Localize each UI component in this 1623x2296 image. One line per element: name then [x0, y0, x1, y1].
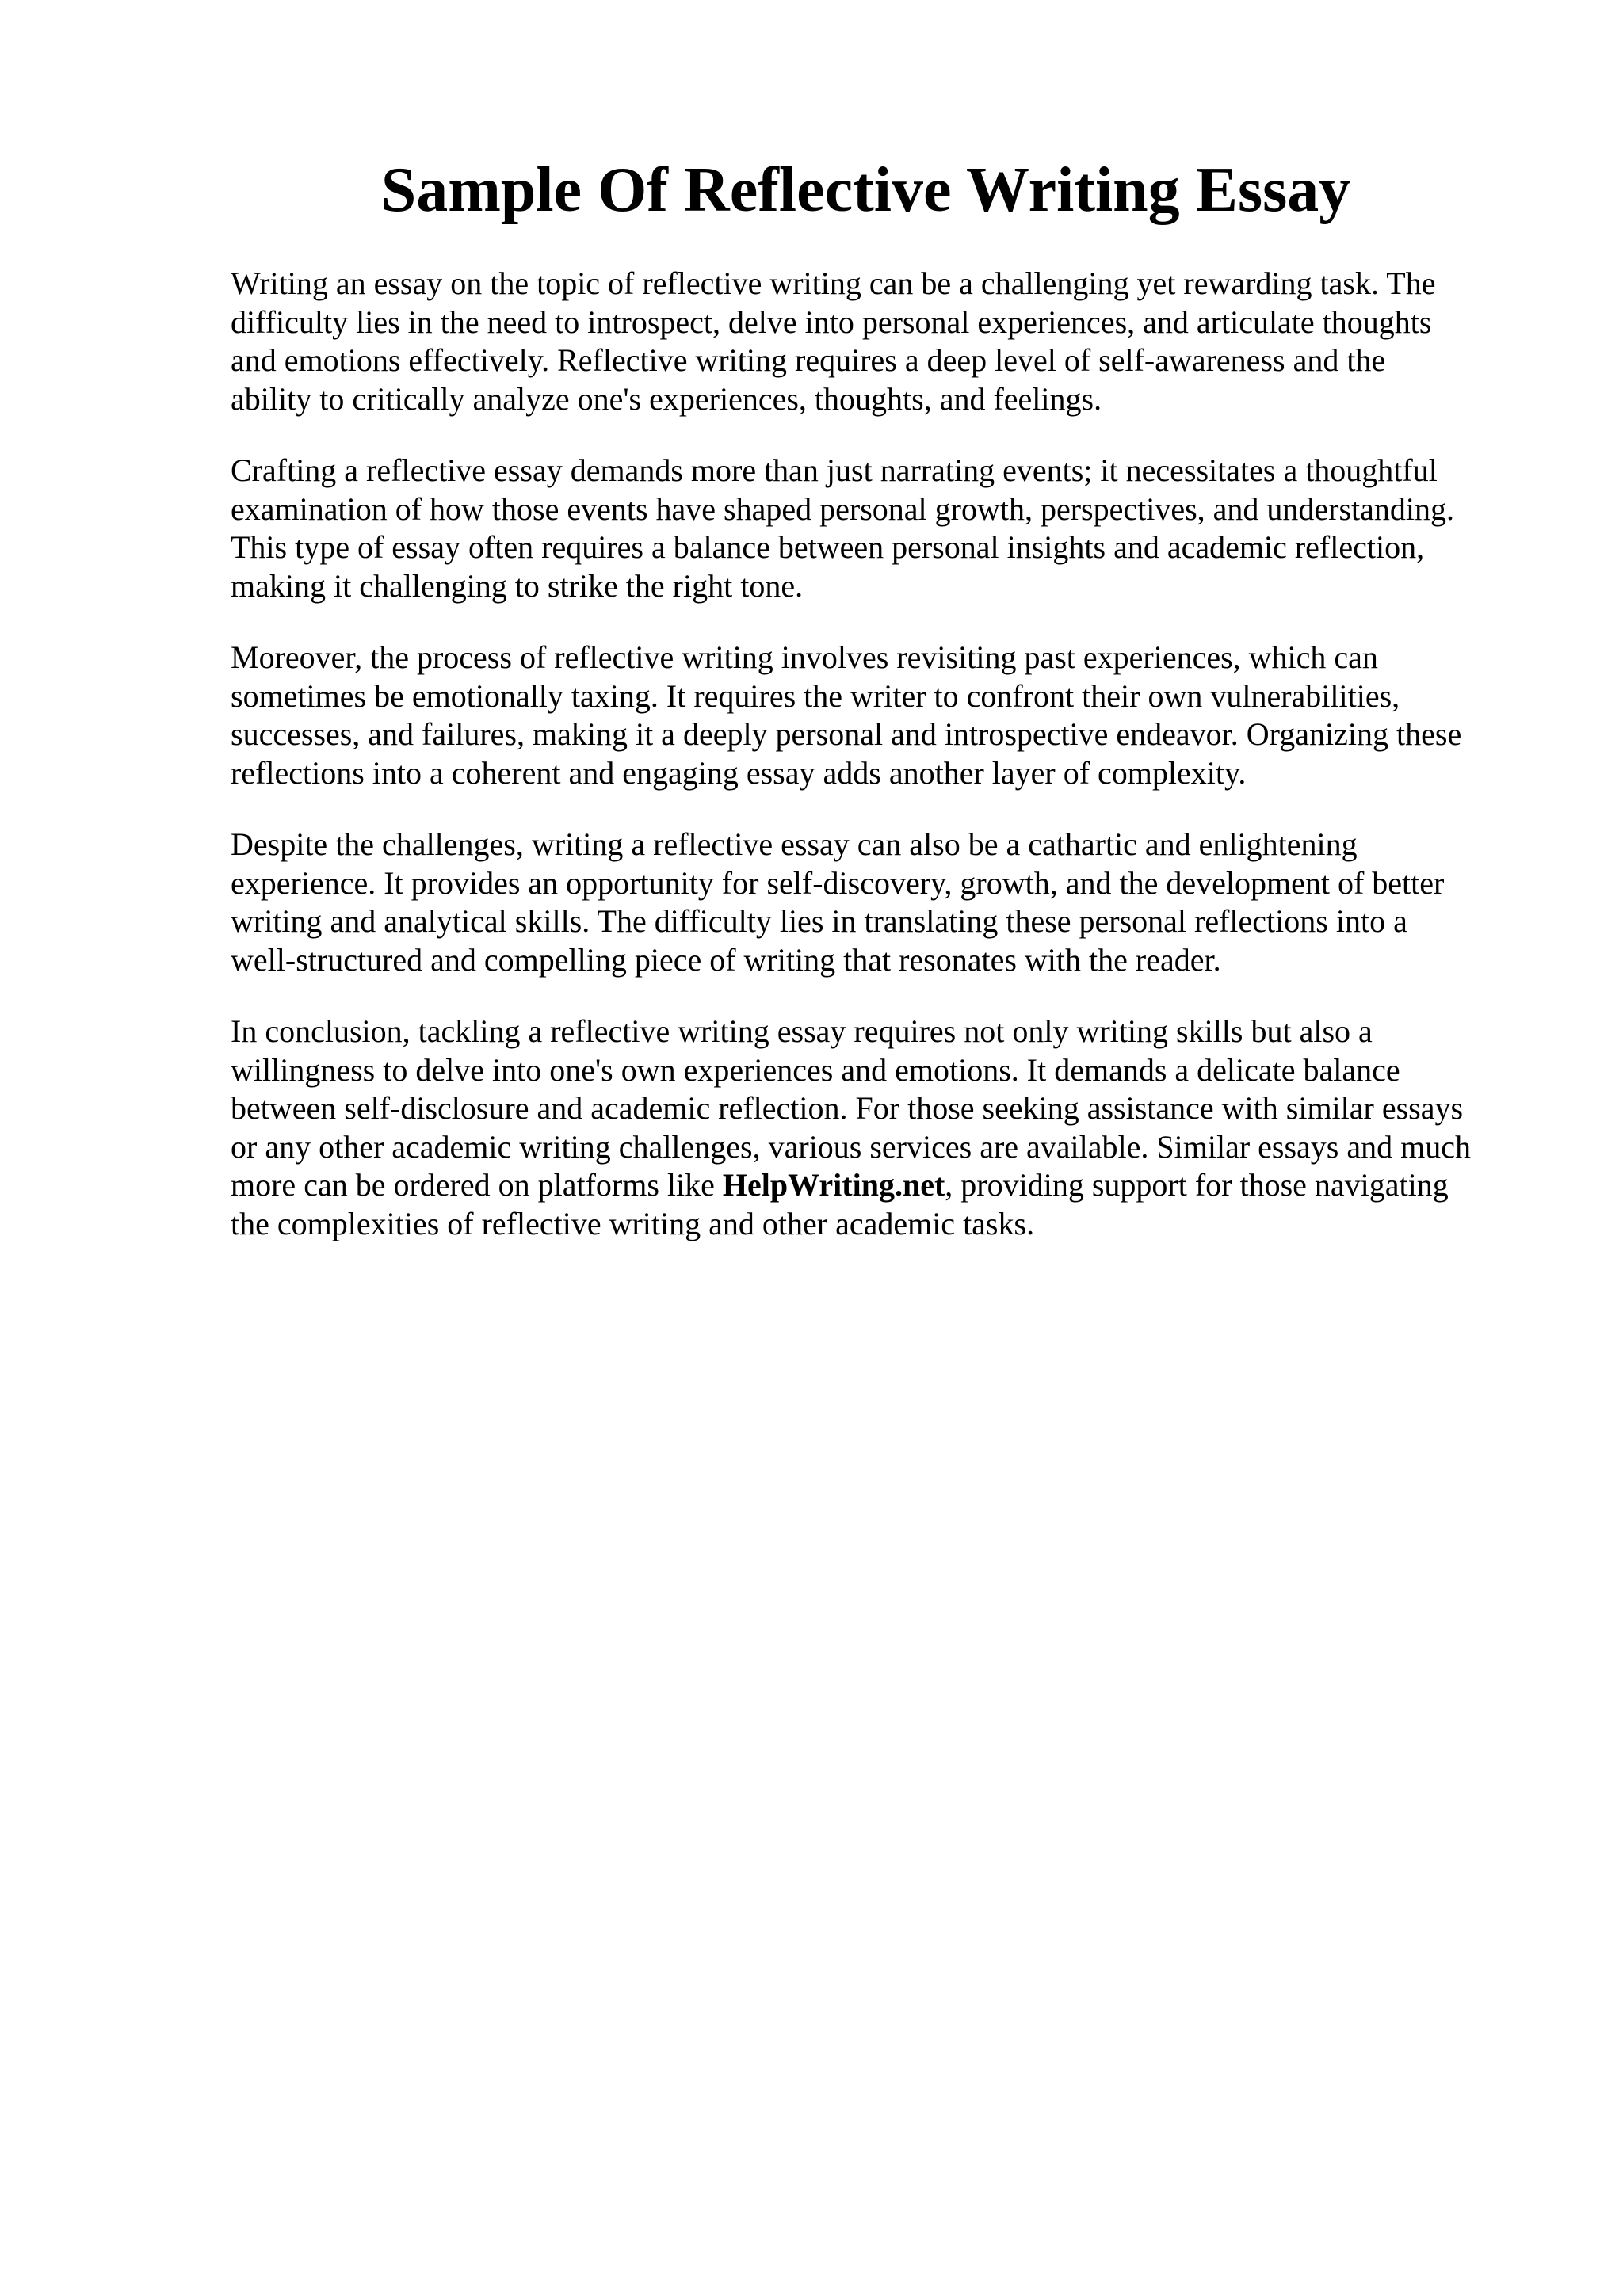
- text-line: Despite the challenges, writing a reflective essay can also be a cathartic and enlightening: [231, 826, 1358, 862]
- text-line: Writing an essay on the topic of reflective writing can be a challenging yet rewarding task. The: [231, 265, 1436, 301]
- text-line: and emotions effectively. Reflective writing requires a deep level of self-awareness and the: [231, 342, 1386, 378]
- paragraph-3: [231, 639, 1562, 792]
- brand-link[interactable]: HelpWriting.net: [722, 1167, 945, 1203]
- text-line: In conclusion, tackling a reflective writing essay requires not only writing skills but also a: [231, 1013, 1373, 1049]
- text-line: experience. It provides an opportunity for self-discovery, growth, and the development of better: [231, 864, 1445, 901]
- paragraph-1: [231, 265, 1562, 418]
- text-line: This type of essay often requires a balance between personal insights and academic reflection,: [231, 529, 1425, 565]
- text-line: making it challenging to strike the right tone.: [231, 567, 804, 604]
- text-line: between self-disclosure and academic reflection. For those seeking assistance with similar essays: [231, 1090, 1464, 1126]
- text-line: successes, and failures, making it a deeply personal and introspective endeavor. Organizing these: [231, 716, 1462, 752]
- text-line: ability to critically analyze one's experiences, thoughts, and feelings.: [231, 380, 1102, 417]
- brand-line-suffix: , providing support for those navigating: [945, 1167, 1449, 1203]
- paragraph-2: [231, 452, 1562, 605]
- text-line: difficulty lies in the need to introspect, delve into personal experiences, and articulate thoughts: [231, 303, 1432, 340]
- text-line: willingness to delve into one's own experiences and emotions. It demands a delicate balance: [231, 1051, 1400, 1088]
- brand-line-prefix: more can be ordered on platforms like: [231, 1167, 723, 1203]
- paragraph-4: [231, 826, 1562, 979]
- text-line: the complexities of reflective writing and other academic tasks.: [231, 1205, 1035, 1241]
- brand-line: [231, 1166, 1562, 1205]
- text-line: or any other academic writing challenges, various services are available. Similar essays and much: [231, 1128, 1471, 1165]
- text-line: reflections into a coherent and engaging essay adds another layer of complexity.: [231, 754, 1247, 791]
- document-body: [231, 265, 1562, 1276]
- text-line: sometimes be emotionally taxing. It requires the writer to confront their own vulnerabilities,: [231, 677, 1400, 714]
- text-line: examination of how those events have shaped personal growth, perspectives, and understanding.: [231, 490, 1455, 527]
- text-line: Crafting a reflective essay demands more than just narrating events; it necessitates a thoughtful: [231, 452, 1438, 488]
- document-title: Sample Of Reflective Writing Essay: [380, 155, 1351, 225]
- paragraph-conclusion: [231, 1013, 1562, 1243]
- text-line: Moreover, the process of reflective writing involves revisiting past experiences, which can: [231, 639, 1378, 675]
- text-line: writing and analytical skills. The difficulty lies in translating these personal reflections into a: [231, 903, 1407, 939]
- text-line: well-structured and compelling piece of writing that resonates with the reader.: [231, 941, 1221, 978]
